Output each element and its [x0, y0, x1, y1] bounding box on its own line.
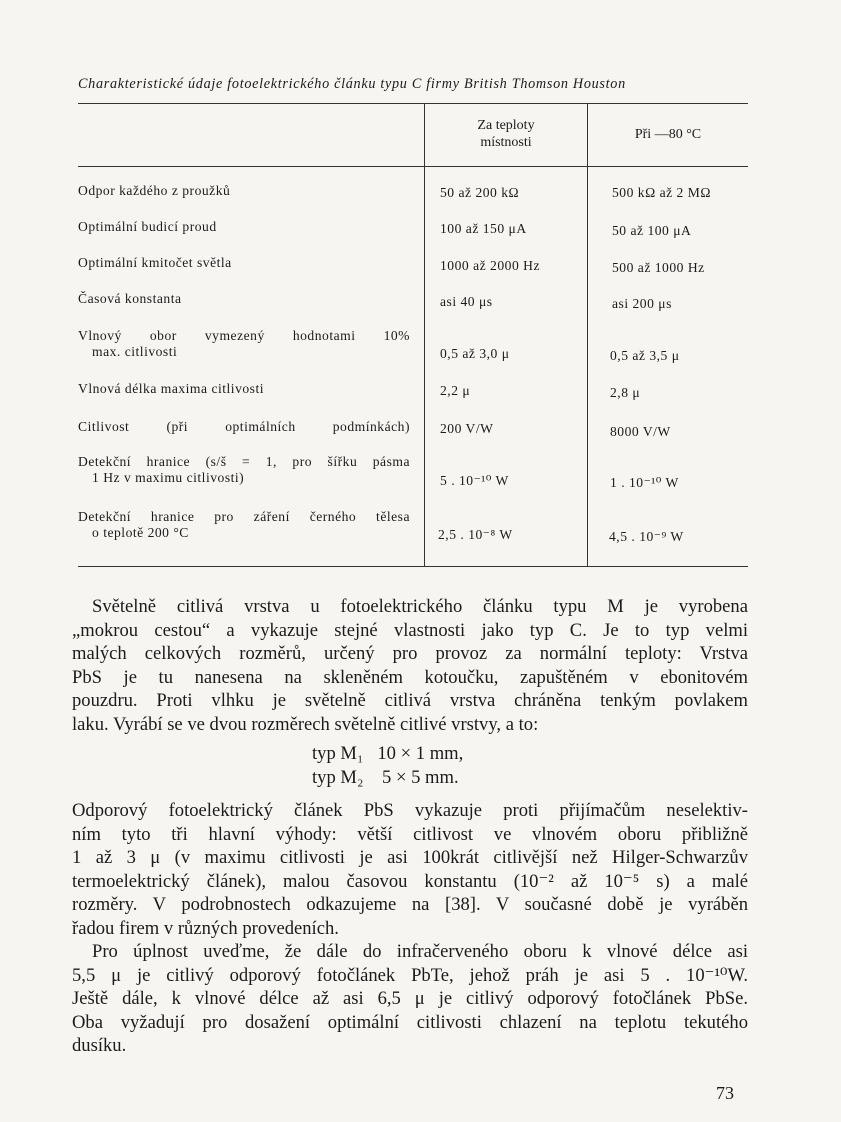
row-light-frequency-cold: 500 až 1000 Hz [612, 260, 705, 275]
row-wave-range-cold: 0,5 až 3,5 μ [610, 348, 680, 363]
row-peak-wavelength-room: 2,2 μ [440, 383, 471, 398]
row-detection-limit-line-1: Detekční hranice (s/š = 1, pro šířku pásma [78, 454, 410, 469]
table-caption: Charakteristické údaje fotoelektrického článku typu C firmy British Thomson Houston [78, 76, 626, 92]
row-light-frequency-room: 1000 až 2000 Hz [440, 258, 540, 273]
row-label-peak-wavelength: Vlnová délka maxima citlivosti [78, 381, 265, 396]
row-bias-current-room: 100 až 150 μA [440, 221, 527, 236]
row-wave-range-line-2: max. citlivosti [92, 344, 178, 359]
paragraph-line: laku. Vyrábí se ve dvou rozměrech světelně citlivé vrstvy, a to: [72, 713, 539, 735]
row-resistance-room: 50 až 200 kΩ [440, 185, 520, 200]
header-room-temperature [425, 117, 587, 151]
row-bias-current-cold: 50 až 100 μA [612, 223, 692, 238]
paragraph-line: 5,5 μ je citlivý odporový fotočlánek PbTe, jehož práh je asi 5 . 10⁻¹⁰W. [72, 964, 748, 986]
paragraph-pbs-advantages [72, 799, 748, 941]
paragraph-line: rozměry. V podrobnostech odkazujeme na [38]. V současné době je vyráběn [72, 894, 748, 916]
paragraph-pbte-pbse [72, 940, 748, 1058]
row-wave-range-room: 0,5 až 3,0 μ [440, 346, 510, 361]
row-blackbody-limit-line-2: o teplotě 200 °C [92, 525, 189, 540]
row-time-constant-cold: asi 200 μs [612, 296, 672, 311]
row-label-time-constant: Časová konstanta [78, 291, 182, 306]
paragraph-line: Ještě dále, k vlnové délce až asi 6,5 μ je citlivý odporový fotočlánek PbSe. [72, 988, 748, 1010]
row-label-light-frequency: Optimální kmitočet světla [78, 255, 232, 270]
table-bottom-rule [78, 566, 748, 567]
row-resistance-cold: 500 kΩ až 2 MΩ [612, 185, 711, 200]
paragraph-line: ním tyto tři hlavní výhody: větší citlivost ve vlnovém oboru přibližně [72, 823, 748, 845]
row-sensitivity-cold: 8000 V/W [610, 424, 671, 439]
formula-type-m2: typ M₂ 5 × 5 mm. [312, 767, 459, 788]
row-sensitivity-room: 200 V/W [440, 421, 494, 436]
table-column-divider-1 [424, 104, 425, 566]
header-room-line-1: Za teploty [477, 118, 535, 133]
paragraph-line: řadou firem v různých provedeních. [72, 917, 339, 939]
paragraph-line: PbS je tu nanesena na skleněném kotoučku, zapuštěném v ebonitovém [72, 666, 748, 688]
paragraph-line: Světelně citlivá vrstva u fotoelektrického článku typu M je vyrobena [92, 596, 748, 617]
paragraph-line: termoelektrický článek), malou časovou konstantu (10⁻² až 10⁻⁵ s) a malé [72, 870, 748, 892]
row-label-detection-limit [78, 454, 410, 486]
table-header-rule [78, 166, 748, 167]
row-time-constant-room: asi 40 μs [440, 294, 493, 309]
table-column-divider-2 [587, 104, 588, 566]
paragraph-line: malých celkových rozměrů, určený pro provoz za normální teploty: Vrstva [72, 643, 748, 665]
paragraph-line: Pro úplnost uveďme, že dále do infračerveného oboru k vlnové délce asi [92, 941, 748, 962]
row-label-bias-current: Optimální budicí proud [78, 219, 217, 234]
paragraph-type-m [72, 595, 748, 737]
paragraph-line: 1 až 3 μ (v maximu citlivosti je asi 100krát citlivější než Hilger-Schwarzův [72, 847, 748, 869]
header-room-line-2: místnosti [480, 135, 532, 150]
table-top-rule [78, 103, 748, 104]
paragraph-line: pouzdru. Proti vlhku je světelně citlivá vrstva chráněna tenkým povlakem [72, 690, 748, 712]
row-peak-wavelength-cold: 2,8 μ [610, 385, 641, 400]
row-label-blackbody-limit [78, 509, 410, 541]
page-number: 73 [716, 1083, 734, 1103]
row-blackbody-limit-room: 2,5 . 10⁻⁸ W [438, 527, 513, 542]
formula-type-m1: typ M₁ 10 × 1 mm, [312, 743, 464, 764]
paragraph-line: „mokrou cestou“ a vykazuje stejné vlastnosti jako typ C. Je to typ velmi [72, 619, 748, 641]
paragraph-line: dusíku. [72, 1035, 127, 1057]
row-wave-range-line-1: Vlnový obor vymezený hodnotami 10% [78, 328, 410, 343]
row-label-sensitivity: Citlivost (při optimálních podmínkách) [78, 419, 410, 434]
row-detection-limit-room: 5 . 10⁻¹⁰ W [440, 473, 509, 488]
row-detection-limit-cold: 1 . 10⁻¹⁰ W [610, 475, 679, 490]
paragraph-line: Odporový fotoelektrický článek PbS vykazuje proti přijímačům neselektiv- [72, 800, 748, 821]
row-label-wave-range [78, 328, 410, 360]
header-cold-temperature: Při —80 °C [634, 127, 702, 142]
paragraph-line: Oba vyžadují pro dosažení optimální citlivosti chlazení na teplotu tekutého [72, 1011, 748, 1033]
row-detection-limit-line-2: 1 Hz v maximu citlivosti) [92, 470, 245, 485]
row-blackbody-limit-cold: 4,5 . 10⁻⁹ W [609, 529, 684, 544]
row-blackbody-limit-line-1: Detekční hranice pro záření černého tělesa [78, 509, 410, 524]
row-label-resistance: Odpor každého z proužků [78, 183, 231, 198]
